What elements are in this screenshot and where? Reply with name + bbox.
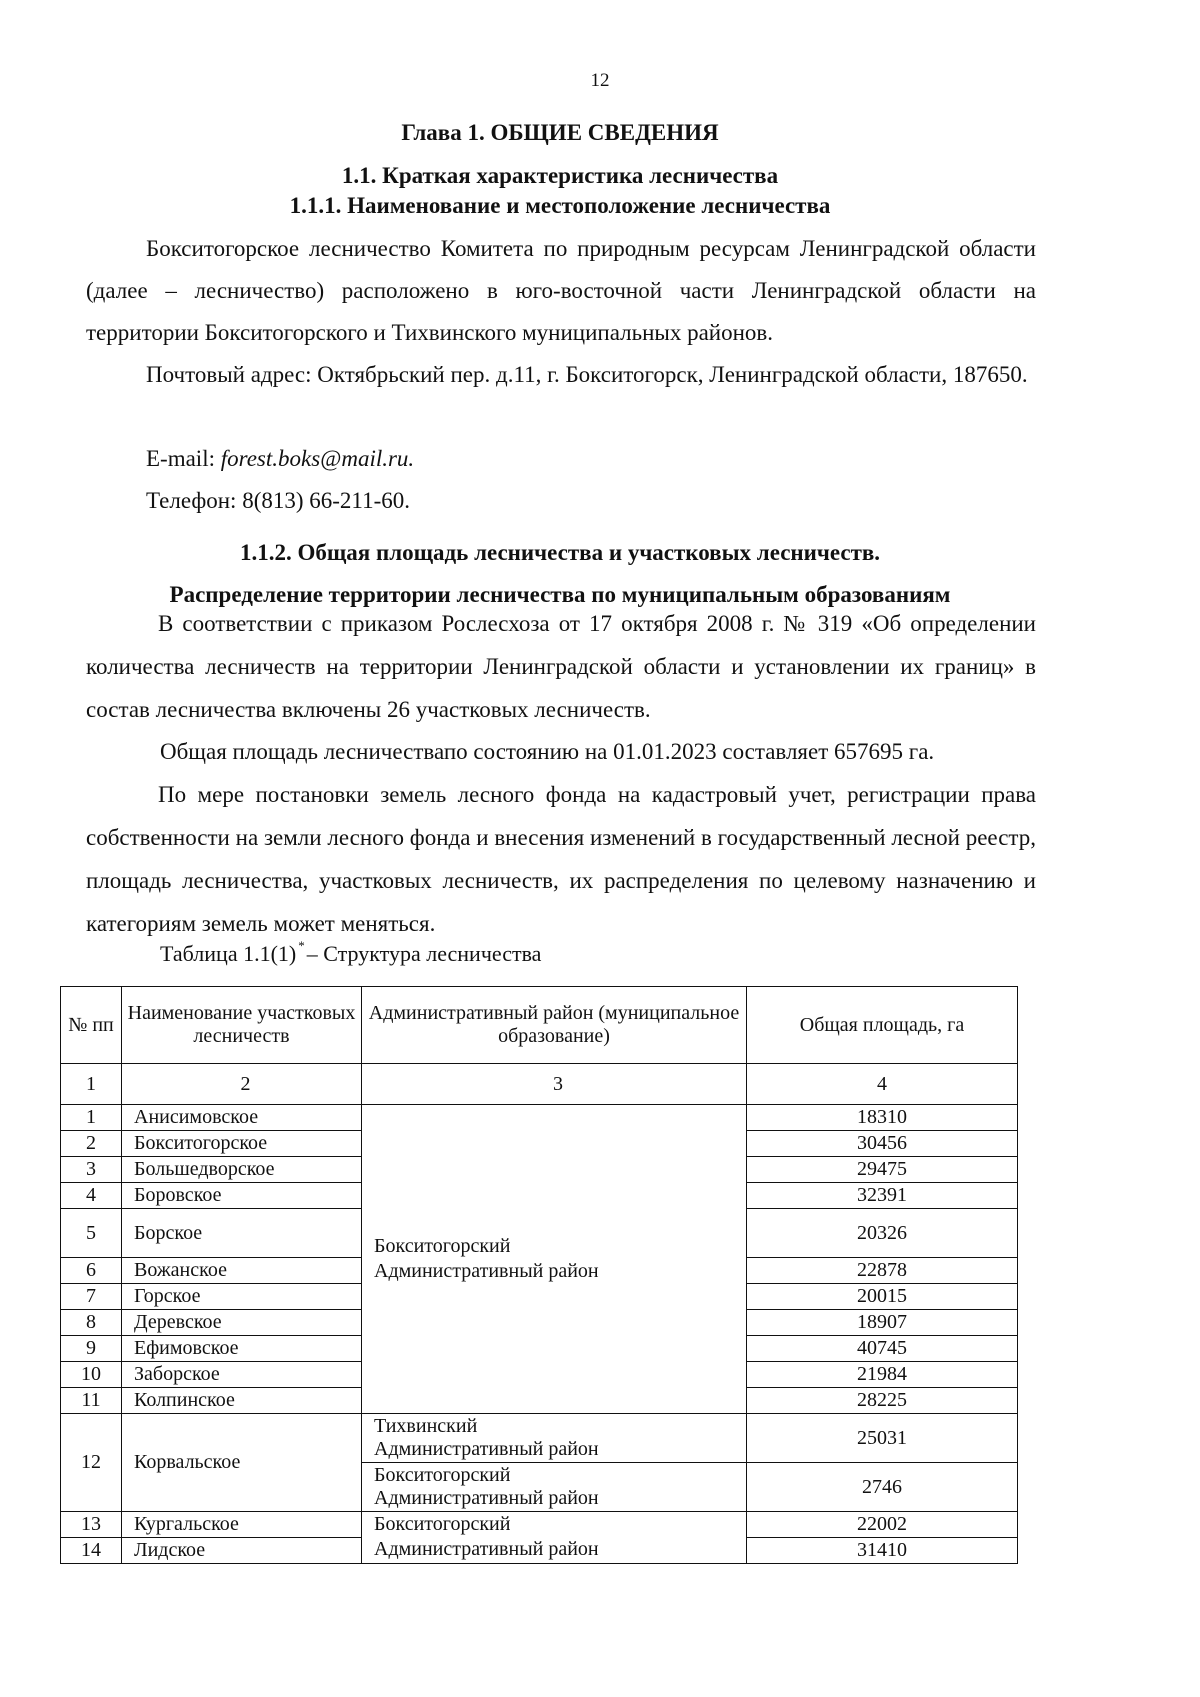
admin-cell-boksitogorsk [362, 1512, 747, 1564]
row-area: 31410 [747, 1538, 1018, 1564]
row-name: Вожанское [122, 1258, 362, 1284]
chapter-title: Глава 1. ОБЩИЕ СВЕДЕНИЯ [401, 120, 719, 145]
section-title-1-1-2: 1.1.2. Общая площадь лесничества и участковых лесничеств. [239, 540, 881, 565]
admin-district-type: Административный район [374, 1538, 599, 1560]
row-number: 6 [61, 1258, 122, 1284]
row-area: 25031 [747, 1414, 1018, 1463]
paragraph-total-area: Общая площадь лесничествапо состоянию на 01.01.2023 составляет 657695 га. [160, 739, 935, 764]
column-number-row [61, 1064, 1018, 1105]
row-number: 7 [61, 1284, 122, 1310]
row-name: Боровское [122, 1183, 362, 1209]
row-name: Горское [122, 1284, 362, 1310]
row-number: 13 [61, 1512, 122, 1538]
row-name: Деревское [122, 1310, 362, 1336]
paragraph-location: Бокситогорское лесничество Комитета по природным ресурсам Ленинградской области (далее – лесничество) расположено в юго-восточной части Ленинградской области на территории Бокситогорского и Тихвинского муниципальных районов. [86, 236, 1036, 345]
row-name: Бокситогорское [122, 1131, 362, 1157]
admin-district-type: Административный район [374, 1259, 599, 1282]
row-area: 20015 [747, 1284, 1018, 1310]
row-area: 20326 [747, 1209, 1018, 1258]
row-number: 10 [61, 1362, 122, 1388]
admin-cell-tikhvin [362, 1414, 747, 1463]
row-name: Заборское [122, 1362, 362, 1388]
row-area: 18310 [747, 1105, 1018, 1131]
email-link[interactable]: forest.boks@mail.ru. [220, 446, 415, 471]
row-number: 9 [61, 1336, 122, 1362]
table-header-row [61, 987, 1018, 1064]
admin-cell-boksitogorsk [362, 1105, 747, 1414]
admin-district-type: Административный район [374, 1438, 599, 1460]
table-caption [160, 938, 541, 967]
subheading-distribution: Распределение территории лесничества по муниципальным образованиям [169, 582, 951, 607]
table-caption-prefix: Таблица 1.1(1) [160, 941, 297, 966]
row-name: Лидское [122, 1538, 362, 1564]
header-area: Общая площадь, га [747, 987, 1018, 1064]
column-number: 2 [122, 1064, 362, 1105]
paragraph-cadastre: По мере постановки земель лесного фонда на кадастровый учет, регистрации права собственности на земли лесного фонда и внесения изменений в государственный лесной реестр, площадь лесничества, участковых лесничеств, их распределения по целевому назначению и категориям земель может меняться. [86, 782, 1036, 936]
row-name: Большедворское [122, 1157, 362, 1183]
row-name: Борское [122, 1209, 362, 1258]
row-number: 1 [61, 1105, 122, 1131]
forestry-structure-table [60, 986, 1018, 1564]
table-caption-mark: * [298, 938, 305, 953]
column-number: 4 [747, 1064, 1018, 1105]
email-line [146, 438, 414, 480]
table-row [61, 1105, 1018, 1131]
table-row [61, 1414, 1018, 1463]
row-area: 22002 [747, 1512, 1018, 1538]
table-caption-suffix: – Структура лесничества [306, 941, 542, 966]
row-name: Колпинское [122, 1388, 362, 1414]
row-number: 8 [61, 1310, 122, 1336]
row-area: 40745 [747, 1336, 1018, 1362]
paragraph-postal-address: Почтовый адрес: Октябрьский пер. д.11, г. Бокситогорск, Ленинградской области, 187650. [146, 362, 1028, 387]
admin-cell-boksitogorsk [362, 1463, 747, 1512]
header-admin: Административный район (муниципальное образование) [362, 987, 747, 1064]
column-number: 3 [362, 1064, 747, 1105]
row-number: 14 [61, 1538, 122, 1564]
row-number: 3 [61, 1157, 122, 1183]
admin-district-type: Административный район [374, 1487, 599, 1509]
admin-district-name: Бокситогорский [374, 1234, 511, 1257]
row-area: 29475 [747, 1157, 1018, 1183]
admin-district-name: Бокситогорский [374, 1513, 511, 1535]
row-number: 12 [61, 1414, 122, 1512]
row-number: 11 [61, 1388, 122, 1414]
column-number: 1 [61, 1064, 122, 1105]
row-name: Кургальское [122, 1512, 362, 1538]
phone-line: Телефон: 8(813) 66-211-60. [146, 488, 410, 513]
row-area: 22878 [747, 1258, 1018, 1284]
row-number: 4 [61, 1183, 122, 1209]
row-number: 5 [61, 1209, 122, 1258]
row-number: 2 [61, 1131, 122, 1157]
row-area: 28225 [747, 1388, 1018, 1414]
header-no: № пп [61, 987, 122, 1064]
paragraph-order: В соответствии с приказом Рослесхоза от 17 октября 2008 г. № 319 «Об определении количества лесничеств на территории Ленинградской области и установлении их границ» в состав лесничества включены 26 участковых лесничеств. [86, 611, 1036, 722]
row-area: 18907 [747, 1310, 1018, 1336]
row-area: 21984 [747, 1362, 1018, 1388]
row-area: 30456 [747, 1131, 1018, 1157]
table-row [61, 1512, 1018, 1538]
email-label: E-mail: [146, 446, 215, 471]
row-area: 32391 [747, 1183, 1018, 1209]
admin-district-name: Бокситогорский [374, 1464, 511, 1486]
row-name: Корвальское [122, 1414, 362, 1512]
section-title-1-1-1: 1.1.1. Наименование и местоположение лесничества [289, 193, 831, 218]
page-number: 12 [590, 70, 610, 91]
row-name: Ефимовское [122, 1336, 362, 1362]
admin-district-name: Тихвинский [374, 1415, 478, 1437]
row-area: 2746 [747, 1463, 1018, 1512]
row-name: Анисимовское [122, 1105, 362, 1131]
section-title-1-1: 1.1. Краткая характеристика лесничества [341, 163, 779, 188]
header-name: Наименование участковых лесничеств [122, 987, 362, 1064]
